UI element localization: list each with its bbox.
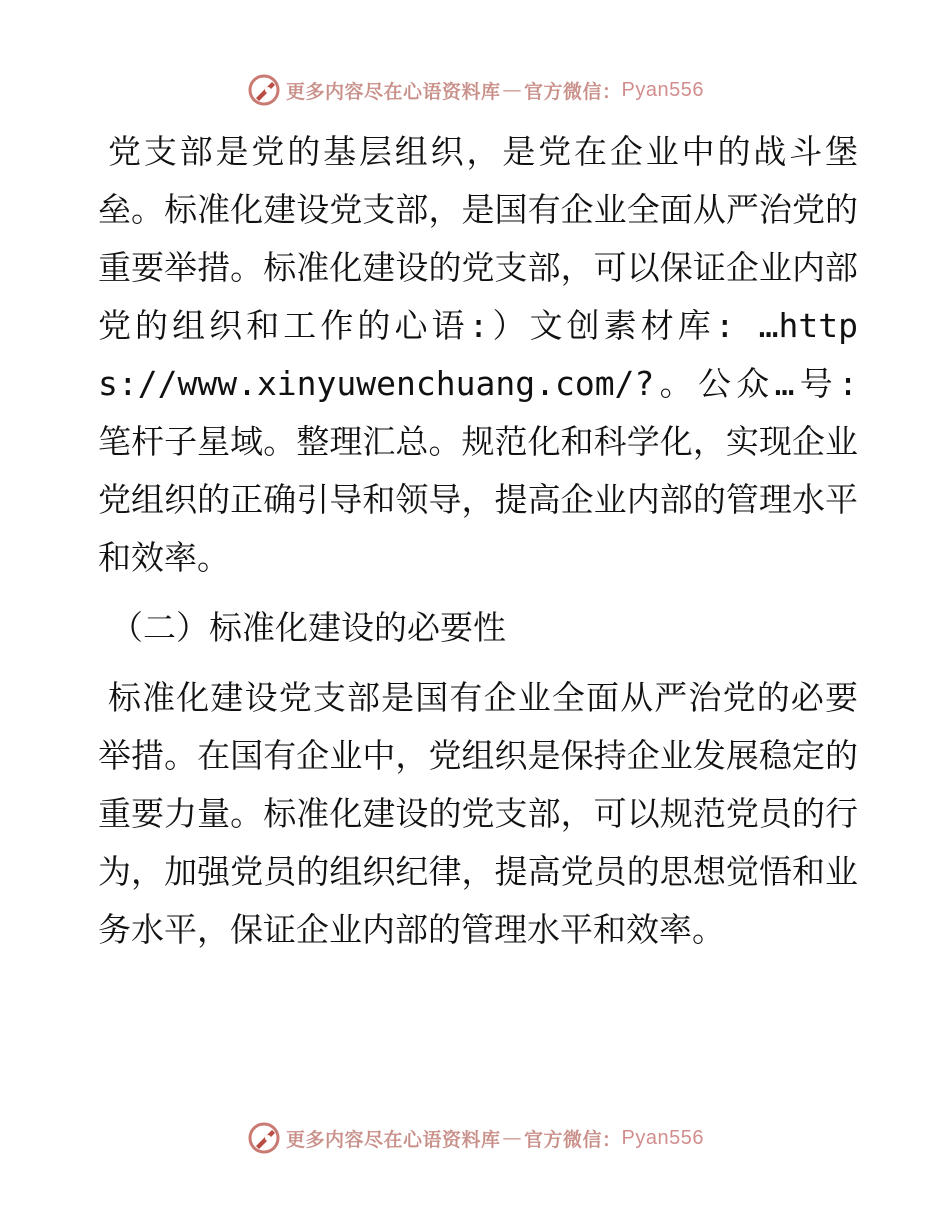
banner-separator: — bbox=[502, 1127, 523, 1149]
section-heading: （二）标准化建设的必要性 bbox=[110, 608, 506, 647]
banner-wechat-id: Pyan556 bbox=[621, 78, 704, 101]
banner-wechat-label: 官方微信： bbox=[524, 80, 622, 103]
red-quill-seal-icon bbox=[246, 1120, 282, 1156]
body-paragraph: 党支部是党的基层组织，是党在企业中的战斗堡垒。标准化建设党支部，是国有企业全面从严治党的重要举措。标准化建设的党支部，可以保证企业内部党的组织和工作的心语:）文创素材库: …https://www.xinyuwenchuang.com/?。公众…号:笔杆子星域。整理汇总。规范化和科学化，实现企业党组织的正确引导和领导，提高企业内部的管理水平和效率。 bbox=[98, 132, 858, 577]
banner-main-text: 更多内容尽在心语资料库 bbox=[286, 80, 501, 103]
header-watermark-banner bbox=[0, 70, 950, 110]
banner-main-text: 更多内容尽在心语资料库 bbox=[286, 1128, 501, 1151]
banner-wechat-label: 官方微信： bbox=[524, 1128, 622, 1151]
footer-watermark-banner bbox=[0, 1118, 950, 1158]
banner-separator: — bbox=[502, 79, 523, 101]
banner-wechat-id: Pyan556 bbox=[621, 1126, 704, 1149]
red-quill-seal-icon bbox=[246, 72, 282, 108]
document-body bbox=[98, 123, 858, 959]
section-paragraph: 标准化建设党支部是国有企业全面从严治党的必要举措。在国有企业中，党组织是保持企业发展稳定的重要力量。标准化建设的党支部，可以规范党员的行为，加强党员的组织纪律，提高党员的思想觉悟和业务水平，保证企业内部的管理水平和效率。 bbox=[98, 678, 858, 949]
